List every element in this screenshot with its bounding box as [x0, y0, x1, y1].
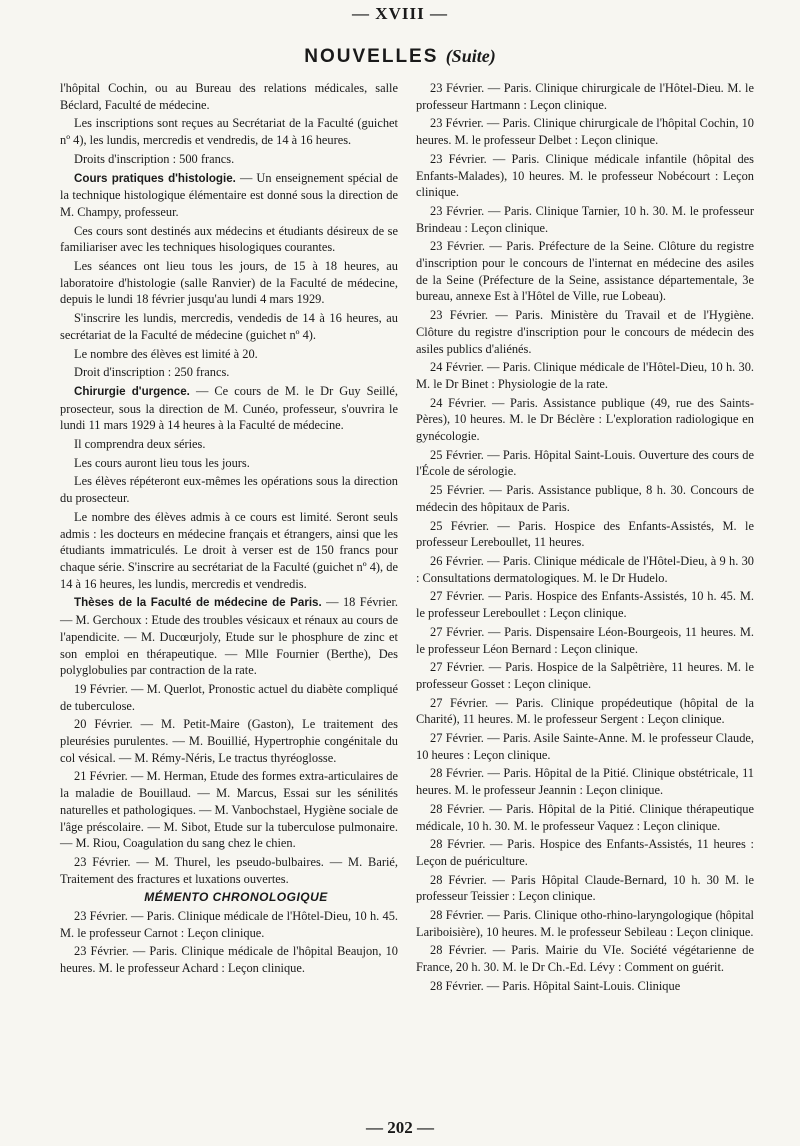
- memento-entry: 23 Février. — Paris. Clinique chirurgicale de l'hôpital Cochin, 10 heures. M. le professeur Delbet : Leçon clinique.: [416, 116, 754, 148]
- section-heading: Chirurgie d'urgence.: [74, 384, 190, 398]
- paragraph-text: — Ce cours de M. le Dr Guy Seillé, prosecteur, sous la direction de M. Cunéo, professeur, s'ouvrira le lundi 11 mars 1929 à 14 heures à la Faculté de médecine.: [60, 383, 398, 433]
- paragraph-theses: [60, 594, 398, 679]
- paragraph: 20 Février. — M. Petit-Maire (Gaston), Le traitement des pleurésies purulentes. — M. Bouillié, Hypertrophie congénitale du col vésical. — M. Rémy-Néris, Le tractus thyréoglosse.: [60, 717, 398, 765]
- paragraph: S'inscrire les lundis, mercredis, vendedis de 14 à 16 heures, au secrétariat de la Faculté de médecine (guichet nº 4).: [60, 311, 398, 342]
- paragraph: 19 Février. — M. Querlot, Pronostic actuel du diabète compliqué de tuberculose.: [60, 681, 398, 713]
- section-heading: Cours pratiques d'histologie.: [74, 171, 236, 185]
- right-column: [416, 80, 754, 997]
- memento-entry: 27 Février. — Paris. Asile Sainte-Anne. M. le professeur Claude, 10 heures : Leçon clinique.: [416, 731, 754, 762]
- memento-entry: 23 Février. — Paris. Préfecture de la Seine. Clôture du registre d'inscription pour le concours de l'internat en médecine des asiles de la Seine (Préfecture de la Seine, assistance départementale, 3e bureau, annexe Est à l'Hôtel de Ville, rue Lobeau).: [416, 239, 754, 304]
- memento-entry: 25 Février. — Paris. Hôpital Saint-Louis. Ouverture des cours de l'École de sérologie.: [416, 447, 754, 479]
- memento-entry: 27 Février. — Paris. Dispensaire Léon-Bourgeois, 11 heures. M. le professeur Léon Bernard : Leçon clinique.: [416, 624, 754, 656]
- memento-entry: 23 Février. — Paris. Ministère du Travail et de l'Hygiène. Clôture du registre d'inscription pour le concours de médecin des asiles publics d'aliénés.: [416, 308, 754, 356]
- paragraph: Les inscriptions sont reçues au Secrétariat de la Faculté (guichet nº 4), les lundis, mercredis et vendredis, de 14 à 16 heures.: [60, 116, 398, 148]
- memento-entry: 28 Février. — Paris. Mairie du VIe. Société végétarienne de France, 20 h. 30. M. le Dr Ch.-Ed. Lévy : Comment on guérit.: [416, 943, 754, 975]
- paragraph: Droit d'inscription : 250 francs.: [74, 365, 230, 380]
- memento-entry: 23 Février. — Paris. Clinique chirurgicale de l'Hôtel-Dieu. M. le professeur Hartmann : Leçon clinique.: [416, 81, 754, 112]
- section-heading: Thèses de la Faculté de médecine de Paris.: [74, 596, 322, 610]
- memento-entry: 27 Février. — Paris. Hospice des Enfants-Assistés, 10 h. 45. M. le professeur Lereboullet : Leçon clinique.: [416, 589, 754, 621]
- memento-entry: 28 Février. — Paris. Clinique otho-rhino-laryngologique (hôpital Lariboisière), 10 heures. M. le professeur Sebileau : Leçon clinique.: [416, 908, 754, 939]
- paragraph: 23 Février. — M. Thurel, les pseudo-bulbaires. — M. Barié, Traitement des fractures et luxations ouvertes.: [60, 854, 398, 886]
- folio-roman: — XVIII —: [352, 4, 448, 23]
- memento-entry: 23 Février. — Paris. Clinique médicale infantile (hôpital des Enfants-Malades), 10 heures. M. le professeur Nobécourt : Leçon clinique.: [416, 151, 754, 200]
- paragraph-histology: [60, 170, 398, 221]
- memento-entry: 28 Février. — Paris Hôpital Claude-Bernard, 10 h. 30 M. le professeur Teissier : Leçon clinique.: [416, 872, 754, 904]
- memento-entry: 28 Février. — Paris. Hospice des Enfants-Assistés, 11 heures : Leçon de puériculture.: [416, 837, 754, 868]
- memento-entry: 26 Février. — Paris. Clinique médicale de l'Hôtel-Dieu, à 9 h. 30 : Consultations dermatologiques. M. le Dr Hudelo.: [416, 553, 754, 585]
- paragraph: Il comprendra deux séries.: [74, 437, 206, 452]
- page-title: [0, 46, 800, 68]
- paragraph: Les cours auront lieu tous les jours.: [74, 455, 250, 470]
- memento-entry: 28 Février. — Paris. Hôpital de la Pitié. Clinique thérapeutique médicale, 10 h. 30. M. le professeur Vaquez : Leçon clinique.: [416, 801, 754, 833]
- memento-entry: 27 Février. — Paris. Clinique propédeutique (hôpital de la Charité), 11 heures. M. le professeur Sergent : Leçon clinique.: [416, 695, 754, 727]
- memento-entry: 23 Février. — Paris. Clinique médicale de l'Hôtel-Dieu, 10 h. 45. M. le professeur Carnot : Leçon clinique.: [60, 909, 398, 940]
- memento-heading: MÉMENTO CHRONOLOGIQUE: [144, 890, 328, 905]
- paragraph: Le nombre des élèves admis à ce cours est limité. Seront seuls admis : les docteurs en médecine français et étrangers, ainsi que les étudiants immatriculés. Le droit à verser est de 150 francs pour chaque série. S'inscrire au secrétariat de la Faculté (guichet nº 4), de 14 à 16 heures, les lundis, mercredis et vendredis.: [60, 509, 398, 591]
- paragraph: Droits d'inscription : 500 francs.: [74, 151, 235, 166]
- memento-entry: 28 Février. — Paris. Hôpital de la Pitié. Clinique obstétricale, 11 heures. M. le professeur Jeannin : Leçon clinique.: [416, 766, 754, 798]
- page-number: — 202 —: [366, 1118, 434, 1137]
- paragraph-chirurgie: [60, 383, 398, 434]
- paragraph: 21 Février. — M. Herman, Etude des formes extra-articulaires de la maladie de Bouillaud. — M. Marcus, Essai sur les sénilités naturelles et pathologiques. — M. Vanbochstael, Hygiène sociale de l'âge préscolaire. — M. Sibot, Etude sur la tuberculose pulmonaire. — M. Riou, Coagulation du sang chez le chien.: [60, 769, 399, 851]
- memento-entry: 25 Février. — Paris. Hospice des Enfants-Assistés, M. le professeur Lereboullet, 11 heures.: [416, 518, 754, 550]
- memento-entry: 25 Février. — Paris. Assistance publique, 8 h. 30. Concours de médecin des hôpitaux de Paris.: [416, 483, 754, 514]
- paragraph: Ces cours sont destinés aux médecins et étudiants désireux de se familiariser avec les techniques hisologiques courantes.: [60, 223, 398, 255]
- paragraph: Les élèves répéteront eux-mêmes les opérations sous la direction du prosecteur.: [60, 474, 398, 506]
- left-column: [60, 80, 398, 979]
- memento-entry: 27 Février. — Paris. Hospice de la Salpêtrière, 11 heures. M. le professeur Gosset : Leçon clinique.: [416, 660, 754, 691]
- paragraph: Les séances ont lieu tous les jours, de 15 à 18 heures, au laboratoire d'histologie (salle Ranvier) de la Faculté de médecine, depuis le lundi 18 février jusqu'au lundi 4 mars 1929.: [60, 259, 398, 307]
- memento-entry: 28 Février. — Paris. Hôpital Saint-Louis. Clinique: [430, 978, 681, 993]
- paragraph: l'hôpital Cochin, ou au Bureau des relations médicales, salle Béclard, Faculté de médecine.: [60, 81, 398, 112]
- title-main: NOUVELLES: [304, 46, 439, 67]
- memento-entry: 24 Février. — Paris. Clinique médicale de l'Hôtel-Dieu, 10 h. 30. M. le Dr Binet : Physiologie de la rate.: [416, 360, 754, 391]
- paragraph: Le nombre des élèves est limité à 20.: [74, 346, 258, 361]
- memento-entry: 23 Février. — Paris. Clinique médicale de l'hôpital Beaujon, 10 heures. M. le professeur Achard : Leçon clinique.: [60, 944, 398, 976]
- title-suite: (Suite): [445, 46, 496, 66]
- memento-entry: 23 Février. — Paris. Clinique Tarnier, 10 h. 30. M. le professeur Brindeau : Leçon clinique.: [416, 203, 754, 235]
- paragraph-text: — 18 Février. — M. Gerchoux : Etude des troubles vésicaux et rénaux au cours de l'apendicite. — M. Ducœurjoly, Etude sur le phosphure de zinc et son emploi en thérapeutique. — Mlle Fournier (Berthe), Des polyglobulies par contraction de la rate.: [60, 595, 398, 678]
- memento-entry: 24 Février. — Paris. Assistance publique (49, rue des Saints-Pères), 10 heures. M. le Dr Béclère : L'exploration radiologique en gynécologie.: [416, 395, 754, 444]
- paragraph-text: — Un enseignement spécial de la technique histologique élémentaire est donné sous la direction de M. Champy, professeur.: [60, 170, 398, 219]
